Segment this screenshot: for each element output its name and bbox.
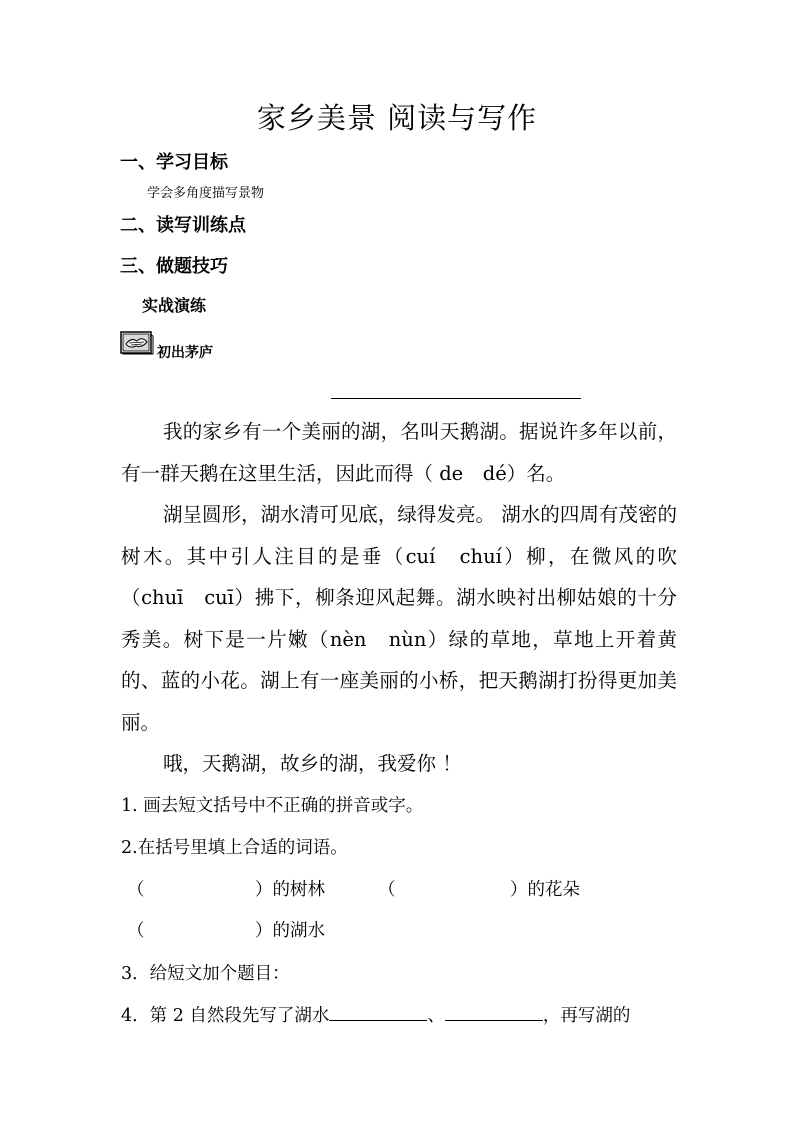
title-blank-line [331, 398, 581, 399]
question-2: 2.在括号里填上合适的词语。 [121, 838, 348, 858]
learning-goal-text: 学会多角度描写景物 [147, 186, 265, 201]
fill-blank-open-b: （ [378, 880, 396, 900]
question-1: 1. 画去短文括号中不正确的拼音或字。 [121, 796, 424, 816]
passage-paragraph-2: 湖呈圆形，湖水清可见底，绿得发亮。 湖水的四周有茂密的树木。其中引人注目的是垂（cuí chuí）柳，在微风的吹（chuī cuī）拂下，柳条迎风起舞。湖水映衬出柳姑娘的十分秀美。树下是一片嫩（nèn nùn）绿的草地，草地上开着黄的、蓝的小花。湖上有一座美丽的小桥，把天鹅湖打扮得更加美丽。 [121, 503, 677, 734]
question-4-separator: 、 [427, 1006, 445, 1026]
fill-blank-lake: ）的湖水 [255, 921, 325, 941]
reading-writing-heading: 二、读写训练点 [120, 215, 246, 236]
question-3: 3．给短文加个题目： [121, 964, 290, 984]
learning-goal-heading: 一、学习目标 [120, 152, 228, 173]
question-4 [121, 1002, 630, 1027]
tips-heading: 三、做题技巧 [120, 256, 228, 277]
practice-subheading: 初出茅庐 [157, 345, 213, 361]
answer-blank-2[interactable] [445, 1002, 543, 1021]
passage-paragraph-1: 我的家乡有一个美丽的湖，名叫天鹅湖。据说许多年以前，有一群天鹅在这里生活，因此而得（ de dé）名。 [121, 420, 677, 485]
question-4-lead: 4．第 2 自然段先写了湖水 [121, 1006, 330, 1026]
fill-blank-open-c: （ [127, 921, 145, 941]
answer-blank-1[interactable] [329, 1002, 427, 1021]
book-icon [120, 330, 154, 356]
practice-heading: 实战演练 [142, 296, 207, 315]
fill-blank-open-a: （ [127, 880, 145, 900]
question-4-tail: ，再写湖的 [542, 1006, 631, 1026]
fill-blank-trees: ）的树林 [255, 880, 325, 900]
page-title: 家乡美景 阅读与写作 [256, 101, 538, 135]
fill-blank-flowers: ）的花朵 [510, 880, 580, 900]
passage-paragraph-3: 哦，天鹅湖，故乡的湖，我爱你 ！ [163, 752, 462, 775]
